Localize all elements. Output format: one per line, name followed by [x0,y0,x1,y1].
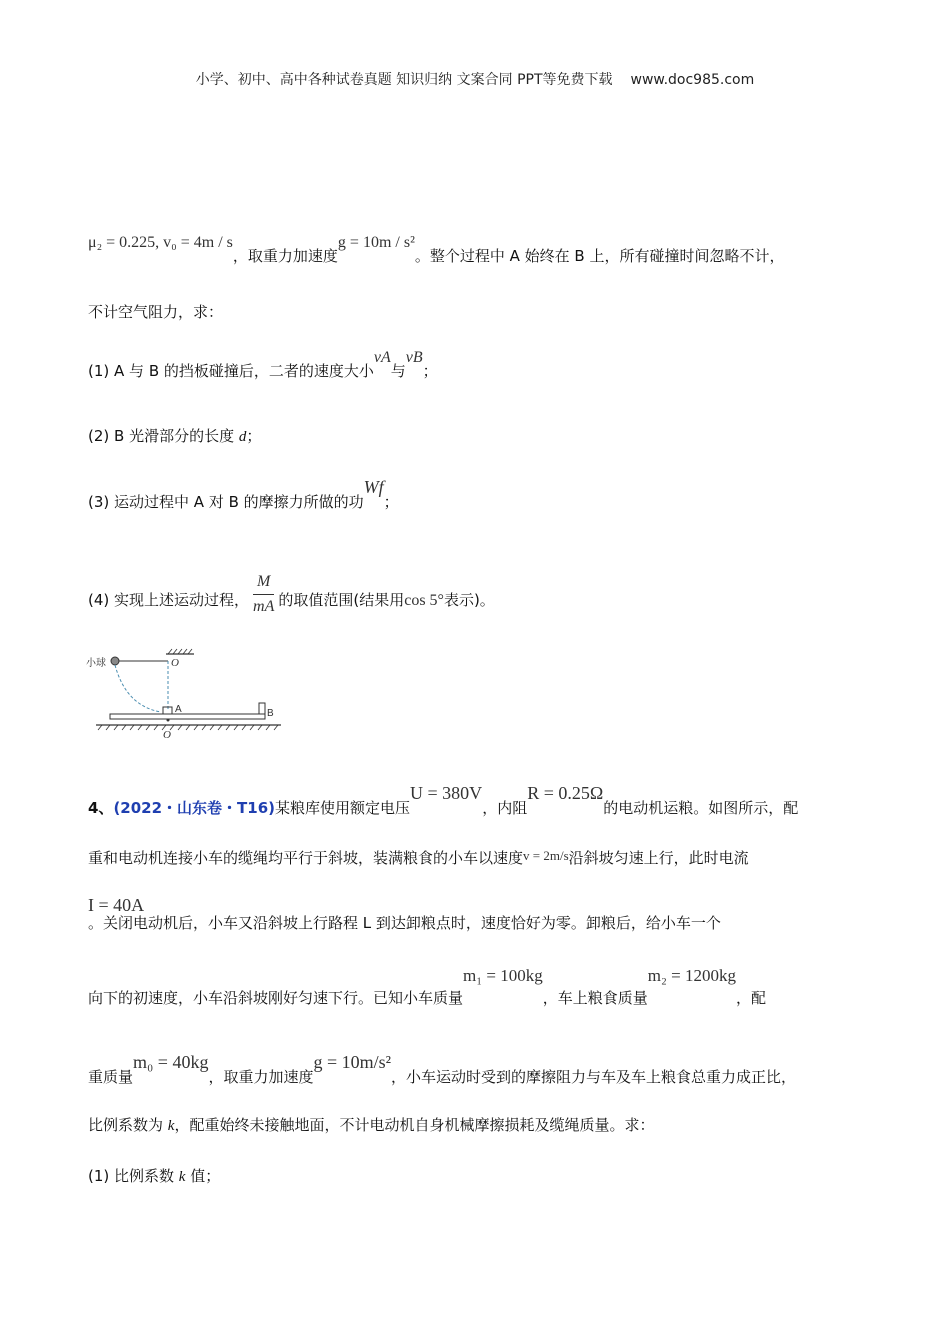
p3-q2-text: (2) B 光滑部分的长度 [88,427,239,445]
p4-l6-t1: 重质量 [88,1068,134,1086]
p4-q1-t1: (1) 比例系数 [88,1167,179,1185]
p3-cos5: cos 5° [404,592,444,609]
p4-current: I = 40A [88,895,145,915]
pendulum-figure [86,648,301,740]
p4-l2-t1: 重和电动机连接小车的缆绳均平行于斜坡，装满粮食的小车以速度 [88,849,524,867]
label-o-bottom: O [163,729,171,740]
p3-q3-end: ； [383,493,399,511]
p4-line7 [88,1115,654,1136]
p3-q1-text: (1) A 与 B 的挡板碰撞后，二者的速度大小 [88,362,374,380]
p4-line2 [88,848,749,869]
p4-l6-t2: ，取重力加速度 [208,1068,314,1086]
p4-l1-t2: ，内阻 [482,799,528,817]
label-ball: 小球 [86,658,106,669]
p3-q3-text: (3) 运动过程中 A 对 B 的摩擦力所做的功 [88,493,364,511]
p3-q4-text2: 的取值范围(结果用 [278,591,405,609]
p4-l5-t3: ，配 [736,989,767,1007]
p3-va: vA [373,349,391,366]
p3-mass-ratio [253,572,274,617]
header-site: www.doc985.com [630,72,755,88]
p3-line1 [88,234,785,267]
p3-q4-end: 表示)。 [443,591,495,609]
p3-line1-text1: ，取重力加速度 [232,247,338,265]
p3-vb: vB [405,349,423,366]
p4-gravity: g = 10m/s² [313,1052,392,1072]
p4-l7-k: k [167,1118,175,1134]
p3-line2: 不计空气阻力，求： [88,303,224,321]
p4-velocity: v = 2m/s [523,848,569,863]
p4-source: (2022・山东卷・T16) [113,799,276,817]
p4-l5-t2: ，车上粮食质量 [542,989,648,1007]
p4-m1: m₁ = 100kg [463,966,543,985]
p3-ratio-den: mA [253,598,275,615]
p3-q2-var: d [238,429,247,445]
p4-l1-t1: 某粮库使用额定电压 [275,799,411,817]
p3-wf: Wf [363,477,384,497]
p4-q1-k: k [178,1169,186,1185]
p4-m2: m₂ = 1200kg [647,966,737,985]
p4-q1-t2: 值； [185,1167,221,1185]
label-a: A [175,704,182,715]
p4-line5 [88,966,767,1008]
p4-l7-t1: 比例系数为 [88,1116,168,1134]
p4-l7-t2: ，配重始终未接触地面，不计电动机自身机械摩擦损耗及缆绳质量。求： [174,1116,655,1134]
ball-icon [111,657,119,665]
p4-m0: m₀ = 40kg [133,1052,209,1072]
p3-ratio-num: M [253,572,274,595]
p4-l5-t1: 向下的初速度，小车沿斜坡刚好匀速下行。已知小车质量 [88,989,464,1007]
header-text: 小学、初中、高中各种试卷真题 知识归纳 文案合同 PPT等免费下载 [195,72,613,88]
p3-question-4 [88,573,495,623]
p4-l6-t3: ，小车运动时受到的摩擦阻力与车及车上粮食总重力成正比， [391,1068,797,1086]
p4-number: 4、 [88,799,114,817]
p4-l2-t2: 沿斜坡匀速上行，此时电流 [568,849,749,867]
p4-line1 [88,783,799,818]
p4-line4: 。关闭电动机后，小车又沿斜坡上行路程 L 到达卸粮点时，速度恰好为零。卸粮后，给小车一个 [88,914,721,932]
p4-resistance: R = 0.25Ω [527,783,604,803]
p3-given-values: μ₂ = 0.225, v₀ = 4m / s [88,234,233,251]
p3-question-2 [88,426,261,447]
p4-line6 [88,1052,797,1087]
label-o-top: O [171,657,179,669]
p3-q1-mid: 与 [390,362,406,380]
p3-gravity: g = 10m / s² [337,234,415,251]
p3-q4-text: (4) 实现上述运动过程， [88,591,250,609]
p3-q1-end: ； [422,362,438,380]
page-header [0,69,950,89]
p3-question-3 [88,477,399,512]
p3-question-1 [88,349,438,382]
label-b: B [267,708,274,719]
p3-line1-text2: 。整个过程中 A 始终在 B 上，所有碰撞时间忽略不计， [414,247,785,265]
p4-question-1 [88,1166,220,1187]
p3-q2-end: ； [246,427,262,445]
p4-voltage: U = 380V [410,783,483,803]
p4-l1-t3: 的电动机运粮。如图所示，配 [603,799,799,817]
